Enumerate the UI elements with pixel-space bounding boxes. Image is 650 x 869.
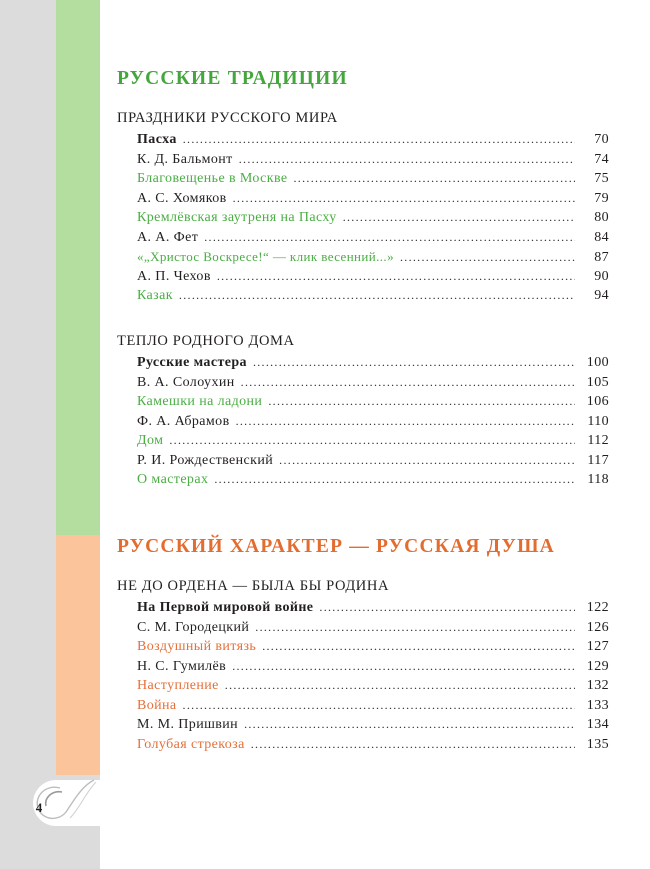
page-margin-strip bbox=[0, 0, 56, 869]
entry-page: 117 bbox=[587, 452, 609, 468]
entry-label: Казак bbox=[137, 288, 173, 303]
toc-entry[interactable] bbox=[137, 659, 609, 679]
entry-page: 70 bbox=[594, 132, 609, 147]
toc-entry[interactable] bbox=[137, 453, 609, 473]
entry-label: О мастерах bbox=[137, 472, 209, 487]
dot-leader bbox=[251, 737, 575, 752]
entry-page: 79 bbox=[594, 190, 609, 206]
toc-entry[interactable] bbox=[137, 191, 609, 211]
toc-list-home-warmth bbox=[137, 355, 609, 492]
entry-page: 126 bbox=[586, 619, 609, 635]
toc-entry[interactable] bbox=[137, 620, 609, 640]
toc-entry[interactable] bbox=[137, 171, 609, 191]
entry-page: 118 bbox=[587, 472, 609, 487]
toc-entry[interactable] bbox=[137, 394, 609, 414]
entry-page: 87 bbox=[594, 250, 609, 265]
entry-label: Камешки на ладони bbox=[137, 394, 263, 409]
toc-entry[interactable] bbox=[137, 414, 609, 434]
entry-label: Воздушный витязь bbox=[137, 639, 257, 654]
entry-label: Р. И. Рождественский bbox=[137, 452, 274, 468]
dot-leader bbox=[241, 375, 575, 390]
dot-leader bbox=[294, 171, 576, 186]
entry-label: Ф. А. Абрамов bbox=[137, 413, 230, 429]
entry-page: 100 bbox=[586, 355, 609, 370]
dot-leader bbox=[204, 230, 575, 245]
entry-label: Наступление bbox=[137, 678, 219, 693]
entry-label: Н. С. Гумилёв bbox=[137, 658, 227, 674]
entry-label: Благовещенье в Москве bbox=[137, 171, 288, 186]
dot-leader bbox=[232, 659, 575, 674]
entry-label: На Первой мировой войне bbox=[137, 600, 314, 615]
toc-entry[interactable] bbox=[137, 472, 609, 492]
entry-page: 135 bbox=[586, 736, 609, 752]
toc-entry[interactable] bbox=[137, 152, 609, 172]
toc-list-holidays bbox=[137, 132, 609, 308]
dot-leader bbox=[179, 288, 575, 303]
dot-leader bbox=[183, 698, 575, 713]
dot-leader bbox=[233, 191, 575, 206]
toc-entry[interactable] bbox=[137, 639, 609, 659]
toc-entry[interactable] bbox=[137, 132, 609, 152]
section-title-holidays: ПРАЗДНИКИ РУССКОГО МИРА bbox=[117, 110, 338, 126]
toc-entry[interactable] bbox=[137, 600, 609, 620]
entry-label: А. П. Чехов bbox=[137, 268, 211, 284]
part-color-band-green bbox=[56, 0, 100, 535]
dot-leader bbox=[236, 414, 575, 429]
dot-leader bbox=[183, 132, 575, 147]
entry-page: 133 bbox=[586, 697, 609, 713]
dot-leader bbox=[319, 600, 575, 615]
entry-label: В. А. Солоухин bbox=[137, 374, 235, 390]
dot-leader bbox=[255, 620, 575, 635]
entry-page: 129 bbox=[586, 658, 609, 674]
dot-leader bbox=[244, 717, 575, 732]
toc-entry[interactable] bbox=[137, 355, 609, 375]
toc-entry[interactable] bbox=[137, 737, 609, 757]
toc-entry[interactable] bbox=[137, 288, 609, 308]
toc-entry[interactable] bbox=[137, 717, 609, 737]
entry-label: Дом bbox=[137, 433, 164, 448]
toc-entry[interactable] bbox=[137, 433, 609, 453]
entry-page: 94 bbox=[594, 288, 609, 303]
entry-page: 106 bbox=[586, 394, 609, 409]
entry-label: С. М. Городецкий bbox=[137, 619, 250, 635]
entry-page: 75 bbox=[594, 171, 609, 186]
entry-page: 80 bbox=[594, 210, 609, 225]
entry-page: 132 bbox=[586, 678, 609, 693]
entry-label: Голубая стрекоза bbox=[137, 736, 245, 752]
part-title-russian-traditions: РУССКИЕ ТРАДИЦИИ bbox=[117, 68, 348, 89]
entry-page: 105 bbox=[586, 374, 609, 390]
entry-label: Война bbox=[137, 697, 177, 713]
toc-entry[interactable] bbox=[137, 210, 609, 230]
dot-leader bbox=[343, 210, 575, 225]
entry-page: 112 bbox=[587, 433, 609, 448]
toc-entry[interactable] bbox=[137, 698, 609, 718]
toc-list-not-for-orders bbox=[137, 600, 609, 756]
dot-leader bbox=[253, 355, 575, 370]
entry-page: 134 bbox=[586, 717, 609, 732]
entry-page: 74 bbox=[594, 151, 609, 167]
entry-page: 84 bbox=[594, 229, 609, 245]
entry-label: Кремлёвская заутреня на Пасху bbox=[137, 210, 337, 225]
entry-label: Пасха bbox=[137, 132, 177, 147]
part-color-band-orange bbox=[56, 535, 100, 775]
entry-page: 90 bbox=[594, 268, 609, 284]
entry-label: К. Д. Бальмонт bbox=[137, 151, 233, 167]
part-title-russian-character: РУССКИЙ ХАРАКТЕР — РУССКАЯ ДУША bbox=[117, 536, 555, 557]
dot-leader bbox=[225, 678, 575, 693]
section-title-not-for-orders: НЕ ДО ОРДЕНА — БЫЛА БЫ РОДИНА bbox=[117, 578, 390, 594]
entry-label: А. А. Фет bbox=[137, 229, 199, 245]
dot-leader bbox=[400, 250, 575, 265]
entry-label: М. М. Пришвин bbox=[137, 717, 239, 732]
entry-label: «„Христос Воскресе!“ — клик весенний...» bbox=[137, 249, 394, 264]
dot-leader bbox=[279, 453, 575, 468]
entry-page: 110 bbox=[587, 413, 609, 429]
entry-label: Русские мастера bbox=[137, 355, 247, 370]
toc-entry[interactable] bbox=[137, 678, 609, 698]
toc-entry[interactable] bbox=[137, 375, 609, 395]
dot-leader bbox=[268, 394, 575, 409]
dot-leader bbox=[262, 639, 575, 654]
entry-page: 122 bbox=[586, 600, 609, 615]
dot-leader bbox=[169, 433, 575, 448]
entry-label: А. С. Хомяков bbox=[137, 190, 227, 206]
dot-leader bbox=[214, 472, 575, 487]
dot-leader bbox=[239, 152, 575, 167]
toc-entry[interactable] bbox=[137, 269, 609, 289]
page-number: 4 bbox=[35, 800, 43, 815]
toc-entry[interactable] bbox=[137, 249, 609, 269]
entry-page: 127 bbox=[586, 639, 609, 654]
section-title-home-warmth: ТЕПЛО РОДНОГО ДОМА bbox=[117, 333, 295, 349]
toc-entry[interactable] bbox=[137, 230, 609, 250]
dot-leader bbox=[217, 269, 575, 284]
